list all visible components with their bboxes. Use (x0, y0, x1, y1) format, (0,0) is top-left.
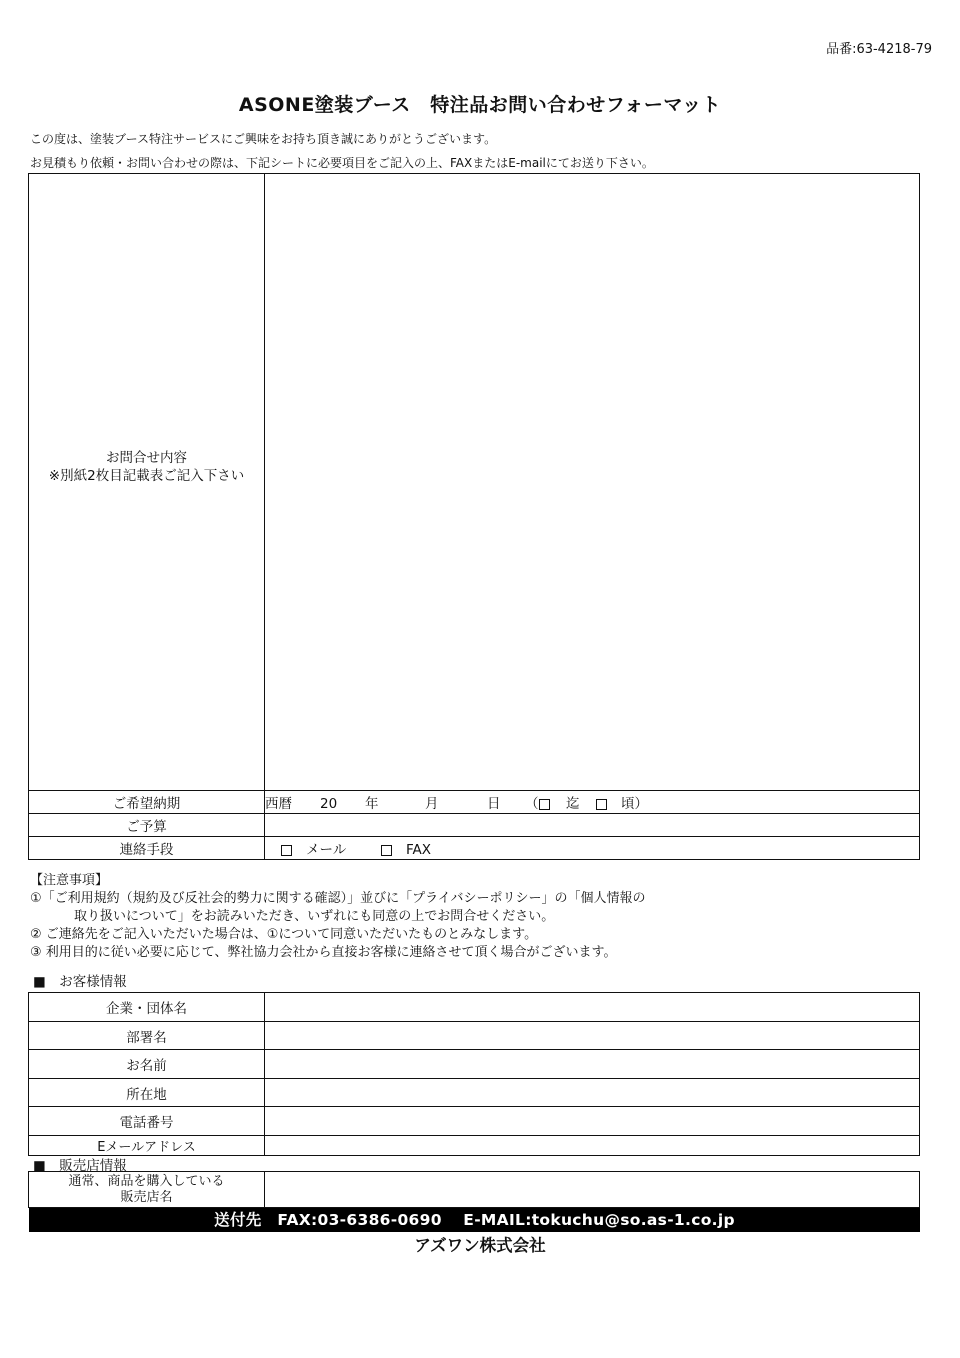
delivery-option-around: 頃） (621, 796, 648, 812)
budget-field[interactable] (265, 814, 920, 837)
name-label: お名前 (29, 1050, 265, 1079)
inquiry-label-line2: ※別紙2枚目記載表ご記入下さい (48, 468, 245, 484)
email-field[interactable] (265, 1136, 920, 1156)
notes-block (30, 872, 646, 962)
customer-table (28, 992, 920, 1156)
contact-field[interactable] (265, 837, 920, 860)
address-field[interactable] (265, 1079, 920, 1107)
delivery-row (29, 791, 920, 814)
mail-checkbox[interactable] (281, 845, 292, 856)
fax-checkbox[interactable] (381, 845, 392, 856)
intro-line-2: お見積もり依頼・お問い合わせの際は、下記シートに必要項目をご記入の上、FAXまたはE-mailにてお送り下さい。 (30, 156, 654, 170)
department-label: 部署名 (29, 1022, 265, 1050)
page-title: ASONE塗装ブース 特注品お問い合わせフォーマット (238, 94, 722, 116)
company-name-label: 企業・団体名 (29, 993, 265, 1022)
delivery-day-unit: 日 (487, 796, 501, 812)
table-row (29, 1172, 920, 1208)
company-name-field[interactable] (265, 993, 920, 1022)
contact-option-fax: FAX (406, 842, 432, 858)
dealer-label (29, 1172, 265, 1208)
delivery-option-until: 迄 (566, 796, 580, 812)
inquiry-content-label (29, 174, 265, 791)
name-field[interactable] (265, 1050, 920, 1079)
delivery-year-unit: 年 (365, 796, 379, 812)
contact-row (29, 837, 920, 860)
intro-line-1: この度は、塗装ブース特注サービスにご興味をお持ち頂き誠にありがとうございます。 (30, 132, 497, 146)
table-row (29, 1107, 920, 1136)
company-name: アズワン株式会社 (414, 1236, 546, 1255)
notes-heading: 【注意事項】 (30, 873, 109, 888)
table-row (29, 1022, 920, 1050)
send-to-bar: 送付先 FAX:03-6386-0690 E-MAIL:tokuchu@so.as-1.co.jp (29, 1208, 920, 1232)
dealer-section-heading: ■ 販売店情報 (33, 1158, 127, 1174)
delivery-year-prefix: 20 (320, 796, 338, 812)
inquiry-label-line1: お問合せ内容 (106, 450, 187, 466)
product-number: 品番:63-4218-79 (826, 42, 932, 57)
department-field[interactable] (265, 1022, 920, 1050)
dealer-field[interactable] (265, 1172, 920, 1208)
around-checkbox[interactable] (596, 799, 607, 810)
notes-item-1-line1: ①「ご利用規約（規約及び反社会的勢力に関する確認）」並びに「プライバシーポリシー」の「個人情報の (30, 891, 646, 906)
until-checkbox[interactable] (539, 799, 550, 810)
table-row (29, 1050, 920, 1079)
table-row (29, 993, 920, 1022)
delivery-month-unit: 月 (425, 796, 439, 812)
delivery-label: ご希望納期 (29, 791, 265, 814)
table-row (29, 1136, 920, 1156)
delivery-field[interactable] (265, 791, 920, 814)
budget-row (29, 814, 920, 837)
email-label: Eメールアドレス (29, 1136, 265, 1156)
inquiry-content-field[interactable] (265, 174, 920, 791)
phone-field[interactable] (265, 1107, 920, 1136)
table-row (29, 1079, 920, 1107)
dealer-label-line1: 通常、商品を購入している (68, 1173, 225, 1189)
contact-option-mail: メール (306, 842, 347, 858)
budget-label: ご予算 (29, 814, 265, 837)
dealer-table (28, 1171, 920, 1208)
notes-item-1-line2: 取り扱いについて」をお読みいただき、いずれにも同意の上でお問合せください。 (74, 909, 555, 924)
contact-label: 連絡手段 (29, 837, 265, 860)
inquiry-content-row (29, 174, 920, 791)
delivery-paren-open: （ (525, 796, 539, 812)
delivery-era: 西暦 (265, 796, 292, 812)
address-label: 所在地 (29, 1079, 265, 1107)
inquiry-table (28, 173, 920, 860)
customer-section-heading: ■ お客様情報 (33, 974, 127, 990)
notes-item-3: ③ 利用目的に従い必要に応じて、弊社協力会社から直接お客様に連絡させて頂く場合がございます。 (30, 945, 617, 960)
phone-label: 電話番号 (29, 1107, 265, 1136)
notes-item-2: ② ご連絡先をご記入いただいた場合は、①について同意いただいたものとみなします。 (30, 927, 538, 942)
dealer-label-line2: 販売店名 (120, 1189, 173, 1205)
